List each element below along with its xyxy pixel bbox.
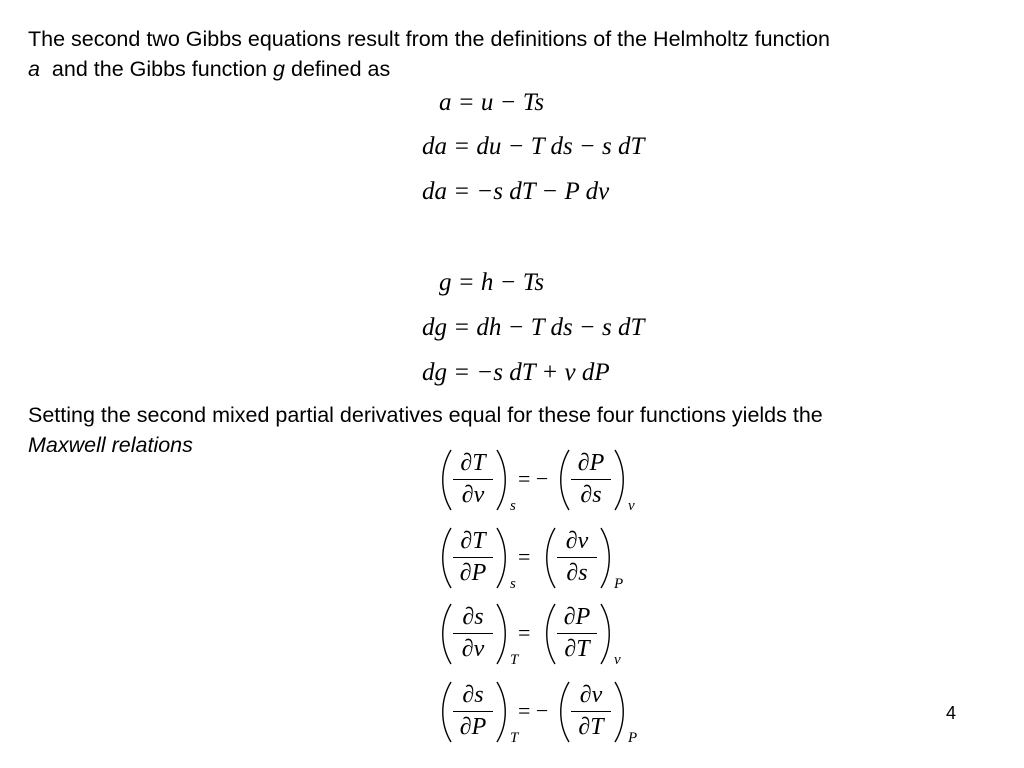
- right-paren: [494, 680, 510, 744]
- helmholtz-eq-2: da = du − T ds − s dT: [422, 133, 645, 160]
- relation-operator: =: [518, 544, 531, 569]
- rhs-subscript: P: [614, 576, 624, 592]
- lhs-denominator: ∂P: [459, 560, 487, 586]
- relation-operator: =: [518, 620, 531, 645]
- rhs-subscript: v: [614, 652, 621, 668]
- rhs-denominator: ∂T: [578, 714, 604, 740]
- relation-operator: = −: [518, 466, 549, 491]
- rhs-numerator: ∂v: [565, 528, 589, 554]
- lhs-numerator: ∂s: [462, 604, 484, 630]
- setting-line-2: [28, 430, 823, 460]
- maxwell-relations-term: Maxwell relations: [28, 433, 193, 457]
- lhs-subscript: s: [510, 576, 516, 592]
- lhs-subscript: T: [510, 730, 519, 746]
- lhs-denominator: ∂v: [461, 482, 485, 508]
- helmholtz-eq-1: a = u − Ts: [439, 89, 545, 116]
- rhs-right-paren: [612, 680, 628, 744]
- helmholtz-eq-3: da = −s dT − P dv: [422, 178, 610, 205]
- rhs-subscript: v: [628, 498, 635, 514]
- var-g: g: [273, 57, 286, 81]
- setting-paragraph: [28, 400, 823, 460]
- rhs-denominator: ∂T: [564, 636, 590, 662]
- gibbs-eq-2: dg = dh − T ds − s dT: [422, 314, 645, 341]
- lhs-fraction-bar: [453, 711, 493, 712]
- rhs-fraction-bar: [557, 633, 597, 634]
- rhs-right-paren: [598, 602, 614, 666]
- lhs-fraction-bar: [453, 479, 493, 480]
- right-paren: [494, 526, 510, 590]
- right-paren: [494, 448, 510, 512]
- rhs-numerator: ∂P: [577, 450, 605, 476]
- rhs-numerator: ∂P: [563, 604, 591, 630]
- intro-line-2-end: defined as: [285, 57, 391, 81]
- lhs-subscript: s: [510, 498, 516, 514]
- rhs-subscript: P: [628, 730, 638, 746]
- right-paren: [494, 602, 510, 666]
- intro-paragraph: [28, 24, 830, 84]
- gibbs-eq-1: g = h − Ts: [439, 269, 545, 296]
- gibbs-eq-3: dg = −s dT + v dP: [422, 359, 610, 386]
- intro-line-2-mid: and the Gibbs function: [39, 57, 274, 81]
- lhs-fraction-bar: [453, 633, 493, 634]
- lhs-denominator: ∂v: [461, 636, 485, 662]
- var-a: a: [28, 57, 40, 81]
- rhs-denominator: ∂s: [566, 560, 588, 586]
- rhs-right-paren: [612, 448, 628, 512]
- intro-line-1: The second two Gibbs equations result from the definitions of the Helmholtz function: [28, 27, 830, 51]
- page-number: 4: [946, 703, 957, 723]
- lhs-fraction-bar: [453, 557, 493, 558]
- rhs-fraction-bar: [571, 711, 611, 712]
- setting-line-1: Setting the second mixed partial derivatives equal for these four functions yields the: [28, 403, 823, 427]
- intro-line-2: [28, 54, 830, 84]
- rhs-denominator: ∂s: [580, 482, 602, 508]
- lhs-numerator: ∂T: [460, 450, 486, 476]
- rhs-fraction-bar: [571, 479, 611, 480]
- rhs-right-paren: [598, 526, 614, 590]
- lhs-denominator: ∂P: [459, 714, 487, 740]
- lhs-numerator: ∂T: [460, 528, 486, 554]
- relation-operator: = −: [518, 698, 549, 723]
- lhs-numerator: ∂s: [462, 682, 484, 708]
- lhs-subscript: T: [510, 652, 519, 668]
- rhs-numerator: ∂v: [579, 682, 603, 708]
- rhs-fraction-bar: [557, 557, 597, 558]
